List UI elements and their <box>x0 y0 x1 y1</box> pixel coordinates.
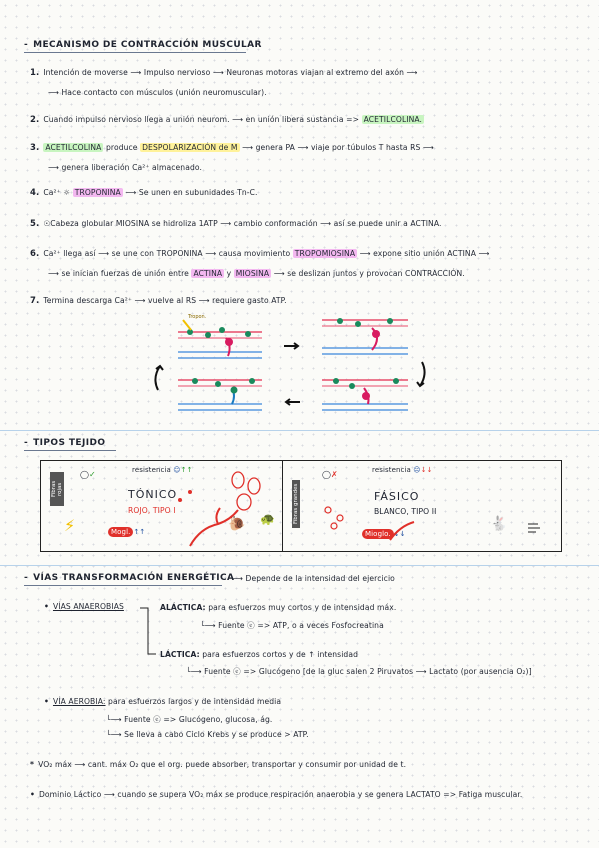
contraction-cycle-diagram <box>0 308 599 428</box>
phasic-sub: BLANCO, TIPO II <box>374 507 437 516</box>
panel-top-right <box>322 318 408 354</box>
note-vo2max: * VO₂ máx ⟶ cant. máx O₂ que el org. puede absorber, transportar y consumir por unidad de t. <box>30 760 407 769</box>
right-resistance: resistencia ☹↓↓ <box>372 466 433 474</box>
section-title-tipos: - TIPOS TEJIDO <box>24 438 106 448</box>
white-fibers-drawing <box>320 470 440 550</box>
lactic-line: LÁCTICA: para esfuerzos cortos y de ↑ intensidad <box>160 650 358 659</box>
turtle-icon: 🐢 <box>260 512 275 526</box>
title-underline-3 <box>24 585 222 586</box>
aerobic-source: └⟶ Fuente ⓔ => Glucógeno, glucosa, ág. <box>106 715 273 724</box>
tab-fibras-grandes: Fibras grandes <box>292 480 300 528</box>
anaerobic-label: • VÍAS ANAEROBIAS <box>44 602 124 611</box>
vias-depends: ⟶ Depende de la intensidad del ejercicio <box>232 574 395 583</box>
mogl-marker: Mogl. ↑↑ <box>108 528 145 536</box>
tissue-box-divider <box>282 460 283 552</box>
step-4: 4. Ca²⁺ ☼ TROPONINA ⟶ Se unen en subunidades Tn-C. <box>30 188 258 198</box>
mioglo-marker: Mioglo. ↓↓ <box>362 530 406 538</box>
tropon-label: Tropon. <box>188 314 207 320</box>
panel-bottom-right <box>322 378 408 410</box>
phasic-label: FÁSICO <box>374 490 420 503</box>
step-1-line-1: 1. Intención de moverse ⟶ Impulso nervioso ⟶ Neuronas motoras viajan al extremo del axón ⟶ <box>30 68 418 78</box>
step-3-line-1: 3. ACETILCOLINA produce DESPOLARIZACIÓN de M ⟶ genera PA ⟶ viaje por túbulos T hasta RS ⟶ <box>30 143 434 153</box>
panel-bottom-left <box>178 378 262 410</box>
alactic-line: ALÁCTICA: para esfuerzos muy cortos y de intensidad máx. <box>160 603 397 612</box>
panel-top-left <box>178 320 262 358</box>
step-6-line-1: 6. Ca²⁺ llega así ⟶ se une con TROPONINA ⟶ causa movimiento TROPOMIOSINA ⟶ expone sitio unión ACTINA ⟶ <box>30 249 490 259</box>
tonic-sub: ROJO, TIPO I <box>128 506 176 515</box>
arrow-right <box>284 343 298 349</box>
section-divider-2 <box>0 565 599 566</box>
step-3-line-2: ⟶ genera liberación Ca²⁺ almacenado. <box>48 163 203 172</box>
arrow-left <box>286 399 300 405</box>
tonic-label: TÓNICO <box>128 488 178 501</box>
aerobic-line: • VÍA AEROBIA: para esfuerzos largos y de intensidad media <box>44 697 282 706</box>
anaerobic-bracket <box>138 604 158 664</box>
step-1-line-2: ⟶ Hace contacto con músculos (unión neuromuscular). <box>48 88 267 97</box>
note-dominio-lactico: • Dominio Láctico ⟶ cuando se supera VO₂ máx se produce respiración anaerobia y se genera LACTATO => Fatiga muscular. <box>30 790 523 799</box>
alactic-source: └⟶ Fuente ⓔ => ATP, o a veces Fosfocreatina <box>200 621 384 630</box>
left-resistance: resistencia ☺↑↑ <box>132 466 193 474</box>
speed-lines-icon <box>526 520 546 536</box>
tab-fibras-rojas: Fibras rojas <box>50 472 64 506</box>
lightning-icon: ⚡ <box>64 516 76 535</box>
section-divider-1 <box>0 430 599 431</box>
step-5: 5. ☉Cabeza globular MIOSINA se hidroliza 1ATP ⟶ cambio conformación ⟶ así se puede unir a ACTINA. <box>30 219 442 229</box>
aerobic-krebs: └⟶ Se lleva a cabo Ciclo Krebs y se produce > ATP. <box>106 730 309 739</box>
tissue-types-box <box>40 460 562 552</box>
section-title-mecanismo: - MECANISMO DE CONTRACCIÓN MUSCULAR <box>24 40 262 50</box>
o2-cross-icon: ◯✗ <box>322 470 338 479</box>
arrow-up <box>155 366 163 390</box>
step-6-line-2: ⟶ se inician fuerzas de unión entre ACTINA y MIOSINA ⟶ se deslizan juntos y provocan CONTRACCIÓN. <box>48 269 465 278</box>
title-underline <box>24 52 246 53</box>
red-fibers-drawing <box>150 470 270 550</box>
lactic-source: └⟶ Fuente ⓔ => Glucógeno [de la gluc salen 2 Piruvatos ⟶ Lactato (por ausencia O₂)] <box>186 667 532 676</box>
step-7: 7. Termina descarga Ca²⁺ ⟶ vuelve al RS ⟶ requiere gasto ATP. <box>30 296 287 306</box>
step-2: 2. Cuando impulso nervioso llega a unión neurom. ⟶ en unión libera sustancia => ACETILCOLINA. <box>30 115 423 125</box>
o2-check-icon: ◯✓ <box>80 470 96 479</box>
section-title-vias: - VÍAS TRANSFORMACIÓN ENERGÉTICA <box>24 573 235 583</box>
title-underline-2 <box>24 450 116 451</box>
arrow-down <box>417 362 425 386</box>
rabbit-icon: 🐇 <box>490 516 508 532</box>
snail-icon: 🐌 <box>228 516 246 532</box>
